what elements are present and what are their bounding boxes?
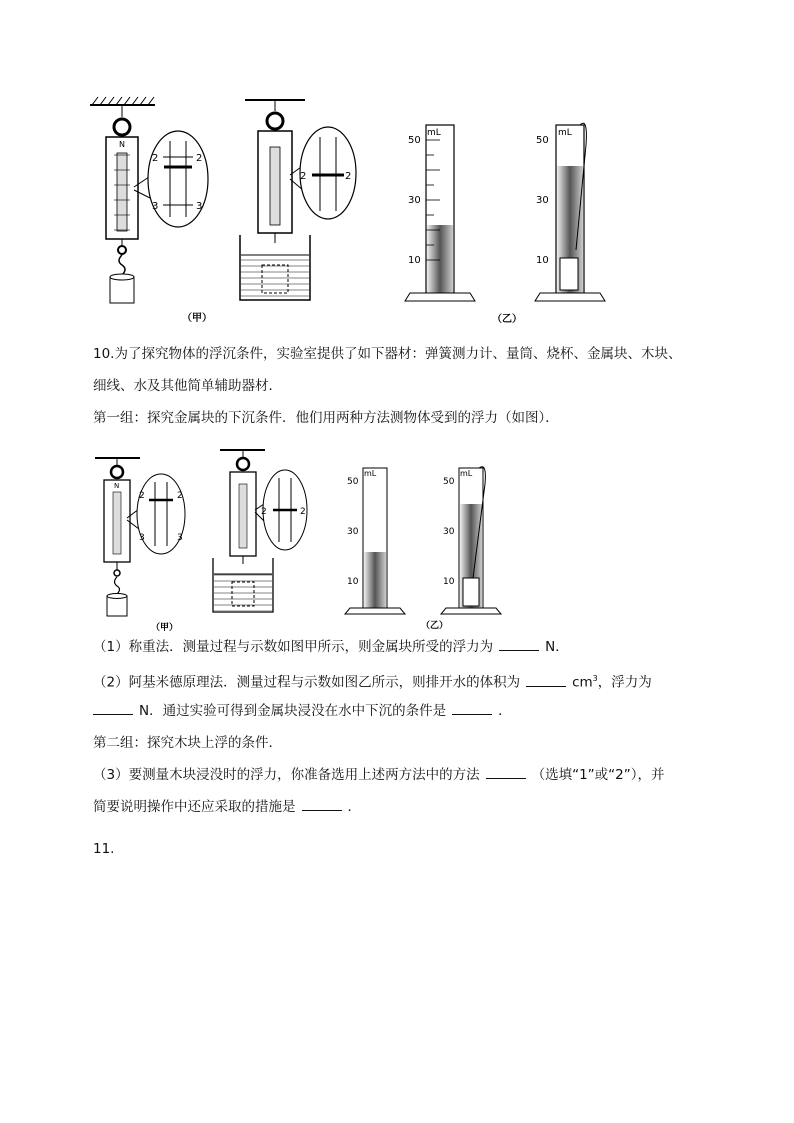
q3-measure-blank[interactable] — [302, 798, 342, 811]
cylinder2-tick-10: 10 — [536, 255, 549, 266]
q11-number: 11. — [93, 841, 115, 857]
q2-condition-text: N．通过实验可得到金属块浸没在水中下沉的条件是 — [139, 703, 447, 719]
q1-text: （1）称重法．测量过程与示数如图甲所示，则金属块所受的浮力为 — [93, 639, 494, 655]
q3-text: （3）要测量木块浸没时的浮力，你准备选用上述两方法中的方法 — [93, 767, 480, 783]
q2-line1 — [93, 670, 733, 692]
mid-zoom-tick-2-left: 2 — [139, 491, 145, 501]
q1-line — [93, 638, 733, 656]
cylinder-tick-10: 10 — [408, 255, 421, 266]
cylinder-tick-30: 30 — [408, 195, 421, 206]
q2-buoyancy-text: ，浮力为 — [597, 674, 652, 691]
zoom-bubble-2 — [290, 127, 356, 219]
zoom-bubble-1 — [134, 131, 208, 227]
zoom2-tick-right: 2 — [345, 171, 352, 182]
mid-zoom-tick-3-left: 3 — [139, 533, 145, 543]
q3-measure-text: 简要说明操作中还应采取的措施是 — [93, 799, 296, 815]
q2-unit-sup: 3 — [592, 674, 598, 683]
spring-scale-jia-2 — [240, 100, 310, 300]
q10-intro-line1: 10.为了探究物体的浮沉条件，实验室提供了如下器材：弹簧测力计、量筒、烧杯、金属块、木块、 — [93, 346, 682, 362]
zoom-tick-3-right: 3 — [196, 201, 203, 212]
mid-zoom-tick-2-right: 2 — [177, 491, 183, 501]
mid-cyl2-unit: mL — [460, 469, 473, 478]
zoom-tick-2-left: 2 — [152, 153, 159, 164]
group1-heading: 第一组：探究金属块的下沉条件．他们用两种方法测物体受到的浮力（如图）． — [93, 410, 559, 426]
mid-cyl2-tick-10: 10 — [443, 577, 455, 587]
q3-line2 — [93, 798, 733, 816]
figure-top — [90, 95, 490, 325]
mid-cyl1-tick-50: 50 — [347, 477, 359, 487]
q3-hint: （选填“1”或“2”），并 — [531, 767, 665, 783]
figure-middle — [95, 440, 515, 635]
mid-cyl1-tick-10: 10 — [347, 577, 359, 587]
q2-end: ． — [498, 703, 512, 719]
q1-unit: N． — [545, 639, 569, 655]
q2-unit: cm — [572, 674, 593, 691]
cylinder2-tick-30: 30 — [536, 195, 549, 206]
caption-jia-mid: （甲） — [151, 623, 179, 633]
mid-cyl2-tick-30: 30 — [443, 527, 455, 537]
zoom2-tick-left: 2 — [300, 171, 307, 182]
q10-intro-line2: 细线、水及其他简单辅助器材． — [93, 378, 282, 394]
cylinder2-tick-50: 50 — [536, 135, 549, 146]
q3-line1 — [93, 766, 733, 784]
mid-zoom2-tick-right: 2 — [300, 507, 306, 517]
q1-answer-blank[interactable] — [499, 638, 539, 651]
q2-text: （2）阿基米德原理法．测量过程与示数如图乙所示，则排开水的体积为 — [93, 674, 521, 691]
q2-volume-blank[interactable] — [526, 674, 566, 687]
cylinder-tick-50: 50 — [408, 135, 421, 146]
spring-scale-jia-1 — [90, 97, 155, 303]
mid-zoom-tick-3-right: 3 — [177, 533, 183, 543]
mid-zoom2-tick-left: 2 — [261, 507, 267, 517]
caption-yi-top: （乙） — [492, 314, 522, 325]
caption-jia-top: （甲） — [182, 313, 212, 324]
q3-method-blank[interactable] — [486, 766, 526, 779]
q2-force-blank[interactable] — [93, 702, 133, 715]
mid-scale-unit: N — [114, 482, 120, 490]
cylinder2-unit: mL — [558, 128, 572, 138]
q3-end: ． — [347, 799, 361, 815]
zoom-tick-3-left: 3 — [152, 201, 159, 212]
scale-unit: N — [119, 140, 125, 149]
group2-heading: 第二组：探究木块上浮的条件． — [93, 735, 282, 751]
caption-yi-mid: （乙） — [421, 621, 449, 631]
mid-cyl2-tick-50: 50 — [443, 477, 455, 487]
cylinder-unit-1: mL — [427, 128, 441, 138]
cylinder-yi-1 — [405, 125, 475, 301]
q2-line2 — [93, 702, 733, 720]
mid-cyl1-unit: mL — [364, 469, 377, 478]
mid-cyl1-tick-30: 30 — [347, 527, 359, 537]
q2-condition-blank[interactable] — [452, 702, 492, 715]
figure-top-cylinder-2 — [492, 110, 630, 325]
zoom-tick-2-right: 2 — [196, 153, 203, 164]
